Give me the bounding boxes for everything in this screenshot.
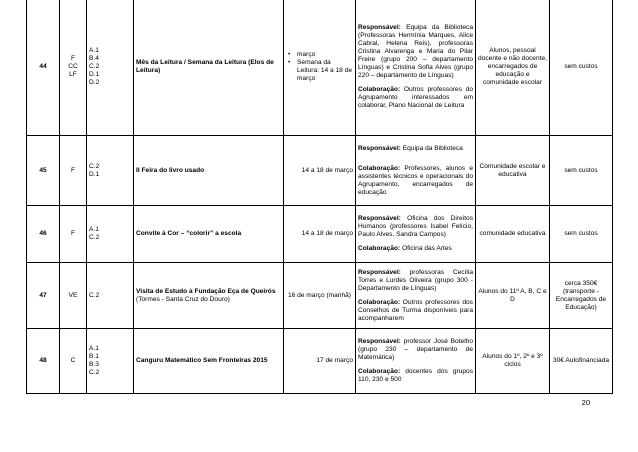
objective-code: C.2 [89,63,100,70]
responsible-label: Responsável: [358,24,401,31]
date-cell: 16 de março (manhã) [284,263,356,329]
responsible-text: Equipa da Biblioteca [402,144,463,152]
domain-code: F [70,55,76,62]
date-item: • Semana da Leitura: 14 a 18 de março [286,59,353,83]
table-row [27,329,613,394]
activity-title: II Feira do livro usado [136,166,205,174]
responsible-label: Responsável: [358,268,401,276]
cost-cell: sem custos [550,0,613,136]
responsible-cell [356,0,476,136]
objective-code: D.1 [89,170,100,178]
audience-cell: Alunos, pessoal docente e não docente, encarregados de educação e comunidade escolar [476,0,550,136]
objective-code: B.4 [89,55,99,62]
objectives-cell [87,263,134,329]
objective-code: C.2 [89,234,100,241]
collaboration-text: Professores, alunos e assistentes técnicos e operacionais do Agrupamento, encarregados de educação [358,164,473,196]
objective-code: A.1 [89,47,99,54]
audience-cell: Comunidade escolar e educativa [476,136,550,206]
responsible-cell [356,263,476,329]
responsible-cell [356,329,476,394]
domain-cell [60,136,87,206]
activity-cell [134,206,284,263]
activity-title: Visita de Estudo à Fundação Eça de Queirós [136,287,276,295]
date-cell: 17 de março [284,329,356,394]
activity-subtitle: (Tormes - Santa Cruz do Douro) [136,295,230,303]
responsible-text: professoras Cecília Torres e Lurdes Oliveira (grupo 300 - Departamento de Línguas) [358,268,473,292]
table-row [27,206,613,263]
domain-code: F [70,230,76,237]
objective-code: D.2 [89,79,100,86]
responsible-text: Equipa da Biblioteca (Professoras Hermínia Marques, Alice Cabral, Helena Reis), professoras Cristina Alvarenga e Maria do Pilar Freire (grupo 200 – departamento Línguas) e Cristina Sofia Alves (grupo 220 – departamento de Línguas) [358,24,473,79]
cost-cell: sem custos [550,136,613,206]
objectives-cell [87,136,134,206]
audience-cell: Alunos do 1º, 2º e 3º ciclos [476,329,550,394]
date-list [286,51,353,83]
collaboration-text: Outros professores do Agrupamento interessados em colaborar, Plano Nacional de Leitura [358,86,473,109]
cost-cell: cerca 350€ (transporte - Encarregados de Educação) [550,263,613,329]
activity-number: 46 [27,206,60,263]
table-row [27,0,613,136]
cost-cell: 30€ Autofinanciada [550,329,613,394]
objectives-cell [87,206,134,263]
domain-code: C [70,357,76,364]
date-cell: 14 a 18 de março [284,136,356,206]
table-row [27,136,613,206]
domain-code: LF [69,71,77,78]
objective-code: A.1 [89,226,99,233]
domain-code: F [70,166,76,174]
domain-cell [60,263,87,329]
responsible-label: Responsável: [358,215,401,222]
activity-cell [134,0,284,136]
objectives-cell [87,0,134,136]
collaboration-label: Colaboração: [358,298,401,306]
responsible-cell [356,136,476,206]
activity-title: Canguru Matemático Sem Fronteiras 2015 [136,357,268,364]
activity-cell [134,329,284,394]
collaboration-label: Colaboração: [358,86,401,93]
responsible-text: Oficina dos Direitos Humanos (professores Isabel Felício, Paulo Alves, Sandra Campos) [358,215,473,238]
date-cell: 14 a 18 de março [284,206,356,263]
audience-cell: comunidade educativa [476,206,550,263]
domain-cell [60,329,87,394]
domain-code: VE [68,291,78,299]
activity-title: Mês da Leitura / Semana da Leitura (Elos de Leitura) [136,59,274,74]
page-number: 20 [581,398,590,407]
objectives-cell [87,329,134,394]
domain-cell [60,206,87,263]
objective-code: C.2 [89,162,100,170]
table-row [27,263,613,329]
collaboration-label: Colaboração: [358,245,401,252]
objective-code: B.3 [89,361,99,368]
cost-cell: sem custos [550,206,613,263]
objective-code: A.1 [89,345,99,352]
collaboration-label: Colaboração: [358,368,401,375]
collaboration-text: Oficina das Artes [401,245,452,252]
activity-number: 45 [27,136,60,206]
collaboration-text: docentes dos grupos 110, 230 e 500 [358,368,473,383]
activity-title: Convite à Cor – “colorir” a escola [136,230,242,237]
domain-code: CC [68,63,78,70]
date-cell [284,0,356,136]
objective-code: C.2 [89,369,100,376]
activity-number: 48 [27,329,60,394]
objective-code: C.2 [89,291,100,299]
domain-cell [60,0,87,136]
responsible-label: Responsável: [358,144,401,152]
collaboration-label: Colaboração: [358,164,401,172]
collaboration-text: Outros professores dos Conselhos de Turma disponíveis para acompanharem [358,298,473,322]
date-item: • março [286,51,353,59]
responsible-label: Responsável: [358,338,401,345]
objective-code: D.1 [89,71,100,78]
responsible-text: professor José Botelho (grupo 230 – departamento de Matemática) [358,338,473,361]
audience-cell: Alunos do 11º A, B, C e D [476,263,550,329]
activity-cell [134,136,284,206]
activity-cell [134,263,284,329]
activities-table [26,0,613,394]
objective-code: B.1 [89,353,99,360]
responsible-cell [356,206,476,263]
activity-number: 44 [27,0,60,136]
activity-number: 47 [27,263,60,329]
